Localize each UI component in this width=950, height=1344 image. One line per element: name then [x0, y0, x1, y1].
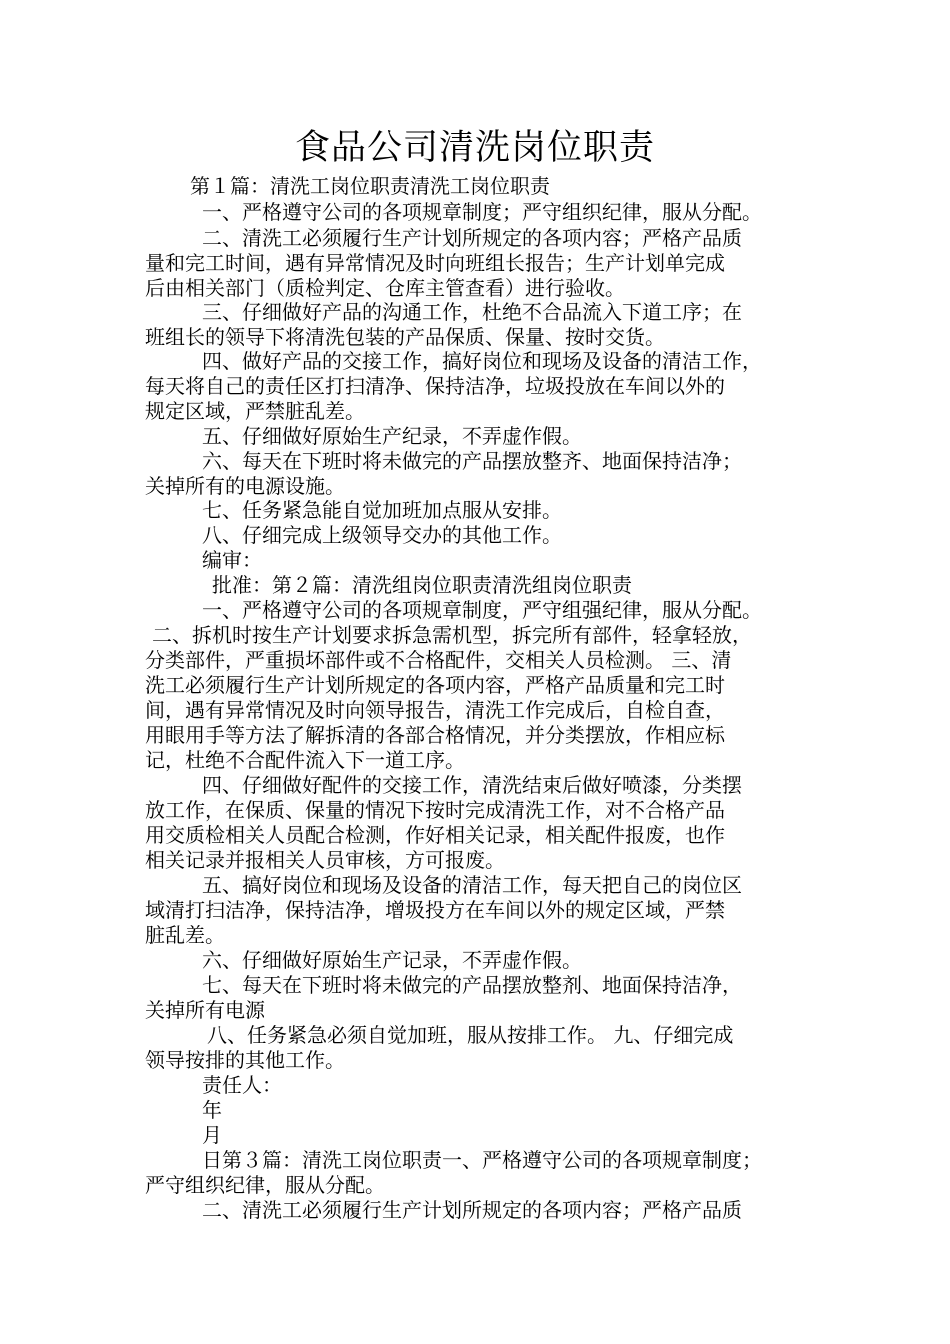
- text-line: 脏乱差。: [145, 923, 225, 947]
- text-line: 间，遇有异常情况及时向领导报告，清洗工作完成后，自检自查，: [145, 698, 725, 722]
- text-line: 六、每天在下班时将未做完的产品摆放整齐、地面保持洁净；: [202, 449, 742, 473]
- text-line: 二、清洗工必须履行生产计划所规定的各项内容；严格产品质: [202, 1198, 742, 1222]
- text-line: 放工作，在保质、保量的情况下按时完成清洗工作，对不合格产品: [145, 798, 725, 822]
- text-line: 三、仔细做好产品的沟通工作，杜绝不合品流入下道工序；在: [202, 300, 742, 324]
- text-line: 第１篇：清洗工岗位职责清洗工岗位职责: [190, 174, 550, 198]
- text-line: 月: [202, 1123, 222, 1147]
- text-line: 领导按排的其他工作。: [145, 1048, 345, 1072]
- text-line: 记，杜绝不合配件流入下一道工序。: [145, 748, 465, 772]
- text-line: 五、仔细做好原始生产纪录，不弄虚作假。: [202, 424, 582, 448]
- text-line: 一、严格遵守公司的各项规章制度，严守组强纪律，服从分配。: [202, 598, 762, 622]
- text-line: 六、仔细做好原始生产记录，不弄虚作假。: [202, 948, 582, 972]
- text-line: 关掉所有的电源设施。: [145, 474, 345, 498]
- text-line: 关掉所有电源: [145, 998, 265, 1022]
- text-line: 班组长的领导下将清洗包装的产品保质、保量、按时交货。: [145, 325, 665, 349]
- text-line: 域清打扫洁净，保持洁净，增圾投方在车间以外的规定区域，严禁: [145, 898, 725, 922]
- document-title: 食品公司清洗岗位职责: [294, 128, 655, 168]
- text-line: 二、清洗工必须履行生产计划所规定的各项内容；严格产品质: [202, 226, 742, 250]
- text-line: 相关记录并报相关人员审核，方可报废。: [145, 848, 505, 872]
- text-line: 后由相关部门（质检判定、仓库主管查看）进行验收。: [145, 276, 625, 300]
- text-line: 年: [202, 1098, 222, 1122]
- text-line: 二、拆机时按生产计划要求拆急需机型，拆完所有部件，轻拿轻放，: [152, 623, 752, 647]
- text-line: 四、做好产品的交接工作，搞好岗位和现场及设备的清洁工作，: [202, 349, 762, 373]
- text-line: 日第３篇：清洗工岗位职责一、严格遵守公司的各项规章制度；: [202, 1148, 762, 1172]
- text-line: 批准：第２篇：清洗组岗位职责清洗组岗位职责: [212, 573, 632, 597]
- text-line: 五、搞好岗位和现场及设备的清洁工作，每天把自己的岗位区: [202, 873, 742, 897]
- text-line: 洗工必须履行生产计划所规定的各项内容，严格产品质量和完工时: [145, 673, 725, 697]
- text-line: 用眼用手等方法了解拆清的各部合格情况，并分类摆放，作相应标: [145, 723, 725, 747]
- text-line: 四、仔细做好配件的交接工作，清洗结束后做好喷漆，分类摆: [202, 773, 742, 797]
- text-line: 编审：: [202, 548, 262, 572]
- text-line: 严守组织纪律，服从分配。: [145, 1173, 385, 1197]
- text-line: 量和完工时间，遇有异常情况及时向班组长报告；生产计划单完成: [145, 251, 725, 275]
- text-line: 分类部件，严重损坏部件或不合格配件，交相关人员检测。 三、清: [145, 648, 732, 672]
- text-line: 规定区域，严禁脏乱差。: [145, 399, 365, 423]
- text-line: 每天将自己的责任区打扫清净、保持洁净，垃圾投放在车间以外的: [145, 374, 725, 398]
- text-line: 七、每天在下班时将未做完的产品摆放整剂、地面保持洁净，: [202, 973, 742, 997]
- text-line: 八、仔细完成上级领导交办的其他工作。: [202, 523, 562, 547]
- text-line: 一、严格遵守公司的各项规章制度；严守组织纪律，服从分配。: [202, 200, 762, 224]
- text-line: 八、任务紧急必须自觉加班，服从按排工作。 九、仔细完成: [207, 1023, 734, 1047]
- text-line: 责任人：: [202, 1073, 282, 1097]
- text-line: 七、任务紧急能自觉加班加点服从安排。: [202, 498, 562, 522]
- text-line: 用交质检相关人员配合检测，作好相关记录，相关配件报废，也作: [145, 823, 725, 847]
